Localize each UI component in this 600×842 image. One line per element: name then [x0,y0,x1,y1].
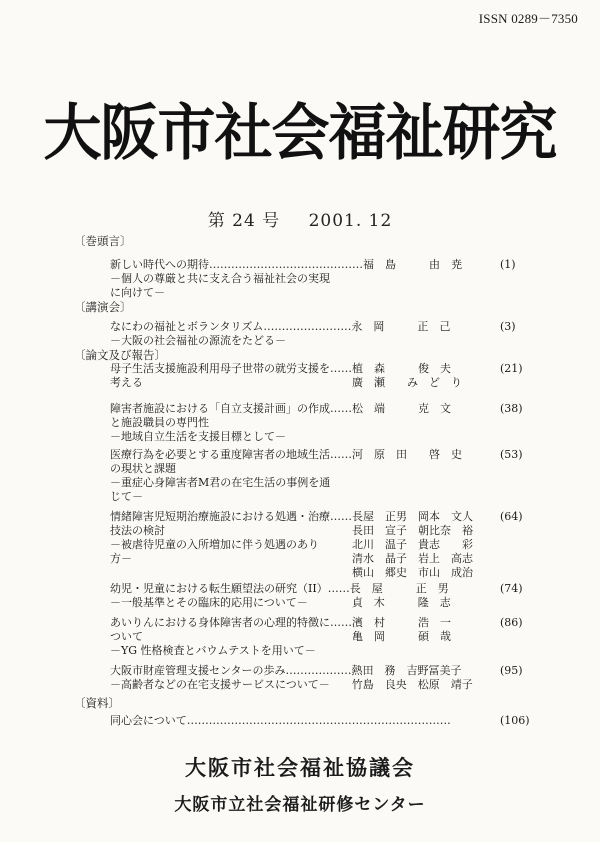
toc-entry [110,582,523,610]
entry-line: 横山 郷史 市山 成治 [110,566,473,579]
toc-entry [110,362,523,390]
entry-line: 同心会について……………………………………………………………… [110,714,451,727]
entry-line: 方－ 清水 晶子 岩上 高志 [110,552,473,565]
section-heading: 〔論文及び報告〕 [74,348,166,362]
issn-number: ISSN 0289－7350 [478,11,578,26]
publisher-secondary: 大阪市立社会福祉研修センター [174,795,426,815]
page-number: (106) [500,714,530,727]
entry-line: 大阪市財産管理支援センターの歩み………………熱田 務 吉野冨美子 [110,664,462,677]
entry-line: 技法の検討 長田 宣子 朝比奈 裕 [110,524,473,537]
entry-line: なにわの福祉とボランタリズム……………………永 岡 正 己 [110,320,451,333]
journal-title: 大阪市社会福祉研究 [43,96,557,168]
page-number: (53) [500,448,523,461]
entry-line: 医療行為を必要とする重度障害者の地域生活……河 原 田 啓 史 [110,448,462,461]
page-number: (95) [500,664,523,677]
entry-line: －大阪の社会福祉の源流をたどる－ [110,334,286,347]
entry-line: あいりんにおける身体障害者の心理的特徴に……濱 村 浩 一 [110,616,451,629]
page-number: (74) [500,582,523,595]
entry-line: 障害者施設における「自立支援計画」の作成……松 端 克 文 [110,402,451,415]
entry-line: 母子生活支援施設利用母子世帯の就労支援を……植 森 俊 夫 [110,362,451,375]
section-heading: 〔資料〕 [74,696,120,710]
entry-line: －重症心身障害者M君の在宅生活の事例を通 [110,476,331,489]
entry-line: －地域自立生活を支援目標として－ [110,430,286,443]
entry-line: に向けて－ [110,286,165,299]
entry-line: 情緒障害児短期治療施設における処遇・治療……長屋 正男 岡本 文人 [110,510,473,523]
entry-line: の現状と課題 [110,462,176,475]
entry-line: ついて 亀 岡 碩 哉 [110,630,451,643]
entry-line: じて－ [110,490,143,503]
toc-entry [110,448,523,504]
page-number: (21) [500,362,523,375]
toc-entry [110,320,520,348]
entry-line: －個人の尊厳と共に支え合う福祉社会の実現 [110,272,330,285]
page-number: (1) [500,258,516,271]
toc-entry [110,510,523,580]
entry-line: －一般基準とその臨床的応用について－ 貞 木 隆 志 [110,596,451,609]
page-number: (86) [500,616,523,629]
toc-entry [110,616,523,658]
issue-date: 2001. 12 [308,211,393,231]
section-heading: 〔講演会〕 [74,300,132,314]
entry-line: －YG 性格検査とバウムテストを用いて－ [110,644,316,657]
toc-entry [110,258,520,300]
entry-line: と施設職員の専門性 [110,416,209,429]
page-number: (64) [500,510,523,523]
page-number: (38) [500,402,523,415]
entry-line: －高齢者などの在宅支援サービスについて－ 竹島 良央 松原 靖子 [110,678,473,691]
entry-line: －被虐待児童の入所増加に伴う処遇のあり 北川 温子 貴志 彩 [110,538,473,551]
issue-number: 第 24 号 [207,211,281,231]
entry-line: 幼児・児童における転生願望法の研究（II）……長 屋 正 男 [110,582,449,595]
entry-line: 考える 廣 瀬 み ど り [110,376,462,389]
publisher-primary: 大阪市社会福祉協議会 [185,755,415,780]
toc-entry [110,664,523,692]
section-heading: 〔巻頭言〕 [74,234,132,248]
toc-entry [110,402,523,444]
page-number: (3) [500,320,516,333]
entry-line: 新しい時代への期待……………………………………福 島 由 尭 [110,258,462,271]
toc-entry [110,714,530,728]
issue-line [0,206,600,231]
